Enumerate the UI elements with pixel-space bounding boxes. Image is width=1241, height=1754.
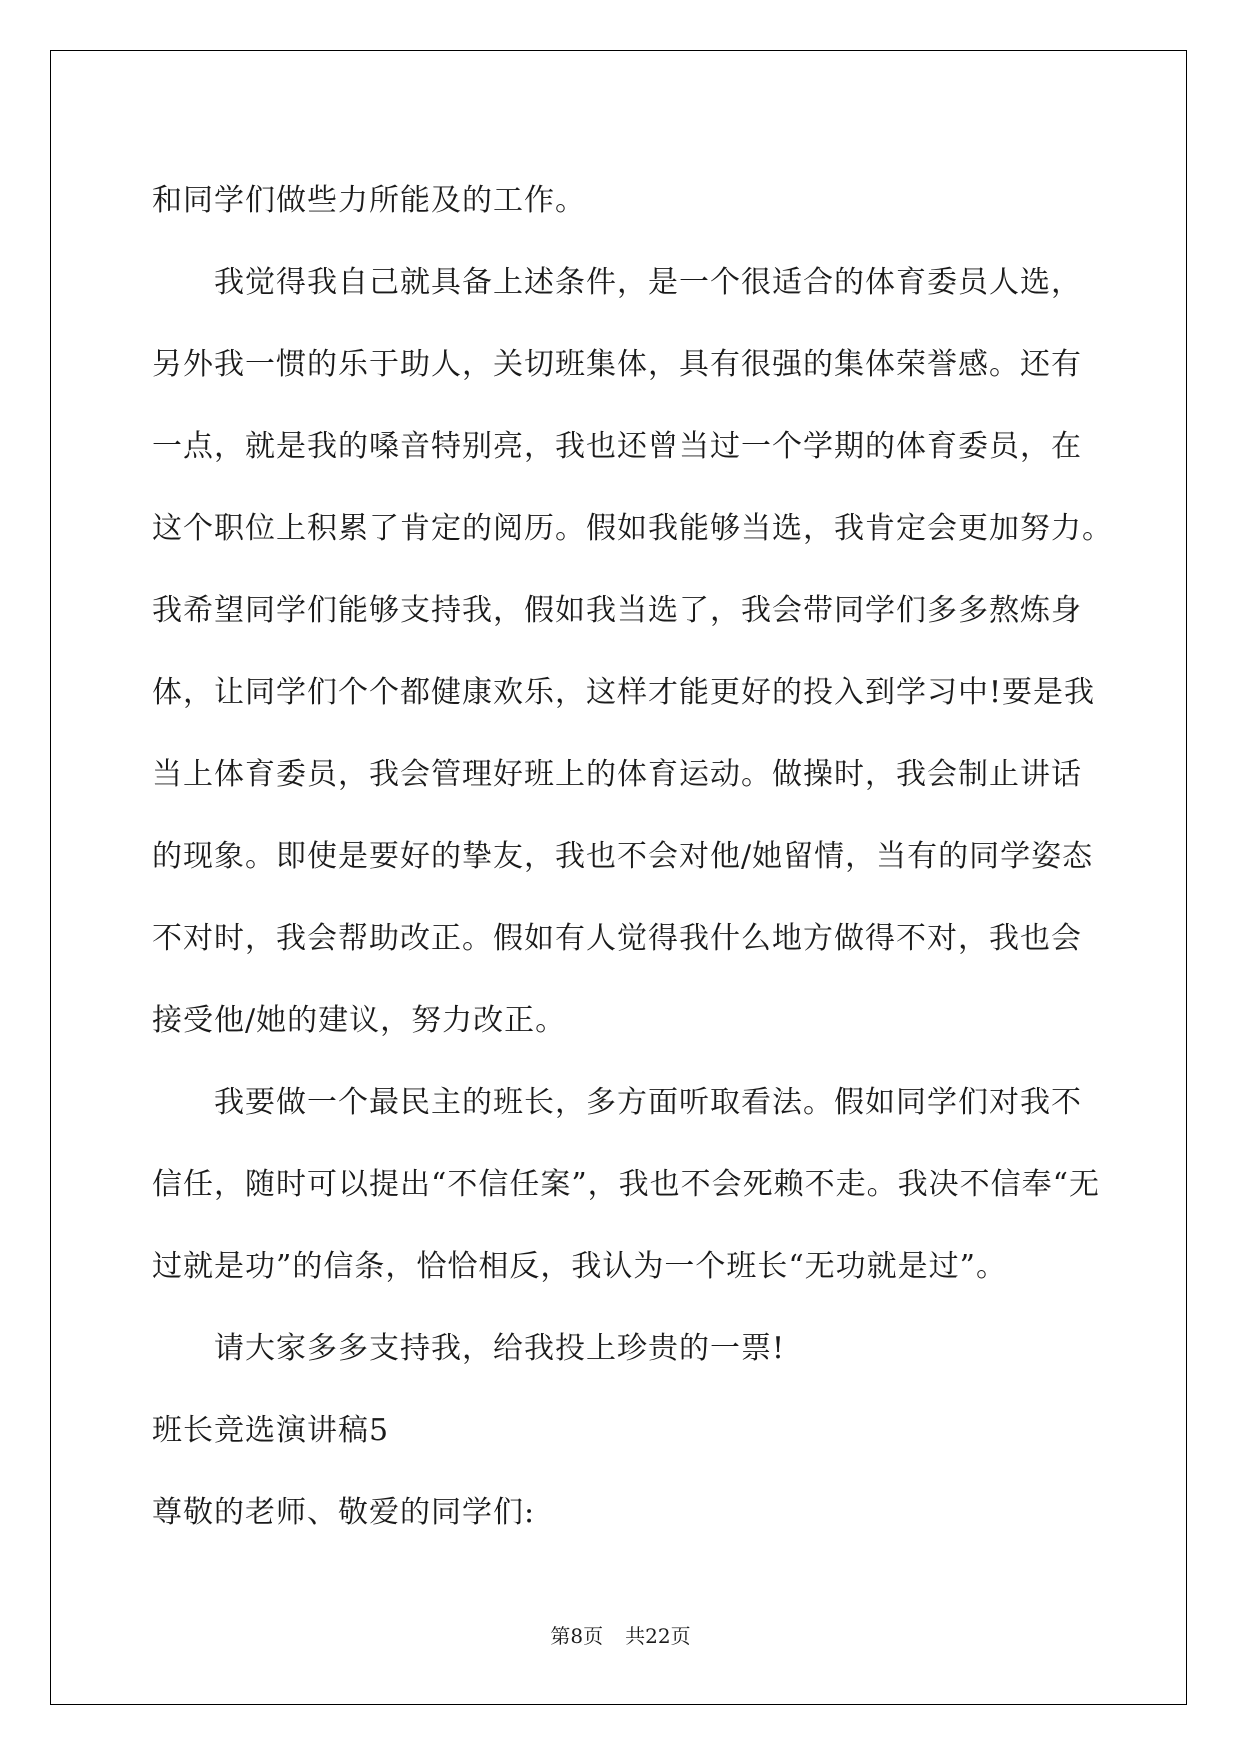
text-line: 一点，就是我的嗓音特别亮，我也还曾当过一个学期的体育委员，在: [152, 429, 1082, 464]
text-line: 请大家多多支持我，给我投上珍贵的一票!: [214, 1331, 786, 1366]
document-body: [152, 160, 1113, 1554]
text-line: 过就是功”的信条，恰恰相反，我认为一个班长“无功就是过”。: [152, 1249, 1008, 1284]
text-line: 我希望同学们能够支持我，假如我当选了，我会带同学们多多熬炼身: [152, 593, 1082, 628]
text-line: 这个职位上积累了肯定的阅历。假如我能够当选，我肯定会更加努力。: [152, 511, 1113, 546]
total-page-count: 共22页: [625, 1624, 691, 1648]
text-line: 我觉得我自己就具备上述条件，是一个很适合的体育委员人选，: [214, 265, 1082, 300]
text-line: 另外我一惯的乐于助人，关切班集体，具有很强的集体荣誉感。还有: [152, 347, 1082, 382]
section-heading: 班长竞选演讲稿5: [152, 1413, 390, 1448]
text-line: 接受他/她的建议，努力改正。: [152, 1003, 567, 1038]
text-line: 的现象。即使是要好的挚友，我也不会对他/她留情，当有的同学姿态: [152, 839, 1094, 874]
current-page-number: 第8页: [550, 1624, 604, 1648]
text-line: 当上体育委员，我会管理好班上的体育运动。做操时，我会制止讲话: [152, 757, 1082, 792]
text-line: 和同学们做些力所能及的工作。: [152, 183, 586, 218]
text-line: 我要做一个最民主的班长，多方面听取看法。假如同学们对我不: [214, 1085, 1082, 1120]
text-line: 信任，随时可以提出“不信任案”，我也不会死赖不走。我决不信奉“无: [152, 1167, 1101, 1202]
salutation: 尊敬的老师、敬爱的同学们:: [152, 1495, 536, 1530]
text-line: 不对时，我会帮助改正。假如有人觉得我什么地方做得不对，我也会: [152, 921, 1082, 956]
page-footer: [0, 1620, 1241, 1649]
text-line: 体，让同学们个个都健康欢乐，这样才能更好的投入到学习中!要是我: [152, 675, 1096, 710]
